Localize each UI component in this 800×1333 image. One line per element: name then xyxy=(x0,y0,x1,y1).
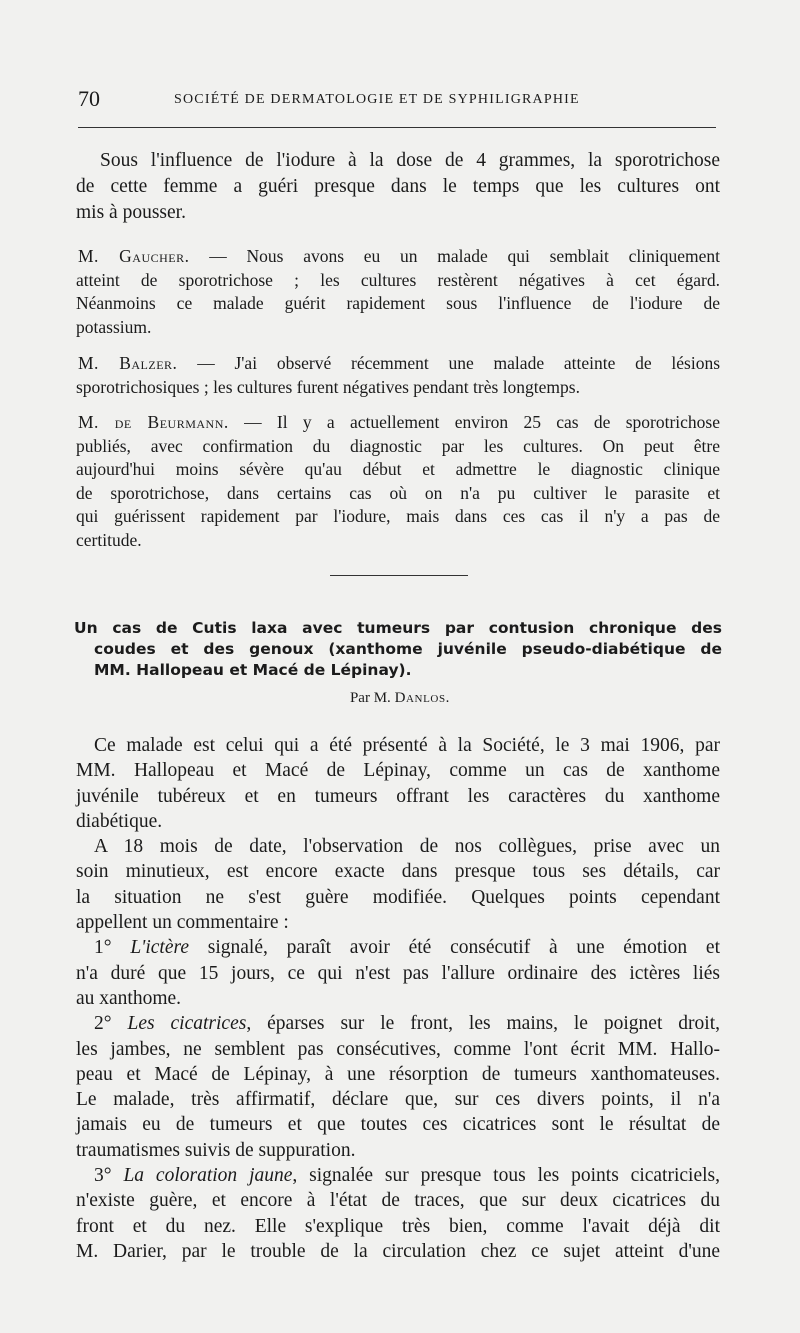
text-line: sporotrichosiques ; les cultures furent négatives pendant très longtemps. xyxy=(76,376,580,397)
text-line: les jambes, ne semblent pas consécutives, comme l'ont écrit MM. Hallo- xyxy=(76,1038,720,1060)
text-line: M. Darier, par le trouble de la circulation chez ce sujet atteint d'une xyxy=(76,1240,720,1262)
speaker-name: M. de Beurmann. xyxy=(78,412,229,432)
text-line: la situation ne s'est guère modifiée. Quelques points cependant xyxy=(76,886,720,908)
text-line: jamais eu de tumeurs et que toutes ces cicatrices sont le résultat de xyxy=(76,1114,720,1136)
text-line: Néanmoins ce malade guérit rapidement sous l'influence de l'iodure de xyxy=(76,293,720,313)
remark-gaucher xyxy=(76,245,720,339)
text-line: certitude. xyxy=(76,529,142,550)
text-line: M. de Beurmann. — Il y a actuellement environ 25 cas de sporotrichose xyxy=(78,412,721,432)
title-line: coudes et des genoux (xanthome juvénile pseudo-diabétique de xyxy=(94,640,722,658)
page-number: 70 xyxy=(78,86,100,111)
text-line: diabétique. xyxy=(76,810,163,832)
text-line: front et du nez. Elle s'explique très bien, comme l'avait déjà dit xyxy=(76,1215,720,1237)
text-line: de cette femme a guéri presque dans le temps que les cultures ont xyxy=(76,176,720,197)
text-line: de sporotrichose, dans certains cas où on n'a pu cultiver le parasite et xyxy=(76,482,720,503)
remark-beurmann xyxy=(76,411,720,552)
speaker-name: M. Balzer. xyxy=(78,353,178,373)
header-rule xyxy=(78,127,716,128)
list-item-cicatrices: 2° Les cicatrices, éparses sur le front, les mains, le poignet droit, xyxy=(94,1013,721,1035)
remark-balzer xyxy=(76,352,720,399)
text-line: Ce malade est celui qui a été présenté à la Société, le 3 mai 1906, par xyxy=(94,735,720,756)
text-line: traumatismes suivis de suppuration. xyxy=(76,1139,356,1161)
text-line: mis à pousser. xyxy=(76,202,186,223)
text-line: atteint de sporotrichose ; les cultures restèrent négatives à cet égard. xyxy=(76,269,720,290)
text-line: n'existe guère, et encore à l'état de traces, que sur deux cicatrices du xyxy=(76,1190,720,1212)
paragraph-iodure xyxy=(76,148,720,226)
text-line: publiés, avec confirmation du diagnostic par les cultures. On peut être xyxy=(76,435,720,456)
author-name: Danlos. xyxy=(394,690,451,706)
text-line: qui guérissent rapidement par l'iodure, mais dans ces cas il n'y a pas de xyxy=(76,506,720,526)
list-item-ictere: 1° L'ictère signalé, paraît avoir été consécutif à une émotion et xyxy=(94,937,721,959)
text-line: M. Gaucher. — Nous avons eu un malade qui semblait cliniquement xyxy=(78,246,721,266)
text-line: au xanthome. xyxy=(76,987,182,1009)
text-line: soin minutieux, est encore exacte dans presque tous ses détails, car xyxy=(76,861,720,883)
text-line: M. Balzer. — J'ai observé récemment une malade atteinte de lésions xyxy=(78,353,721,373)
text-line: Le malade, très affirmatif, déclare que, sur ces divers points, il n'a xyxy=(76,1089,720,1111)
list-item-coloration: 3° La coloration jaune, signalée sur presque tous les points cicatriciels, xyxy=(94,1165,720,1187)
article-author: Par M. Danlos. xyxy=(349,690,451,706)
article-body xyxy=(76,733,720,1264)
article-title xyxy=(74,618,722,681)
page-header xyxy=(78,86,718,112)
text-line: peau et Macé de Lépinay, à une résorption de tumeurs xanthomateuses. xyxy=(76,1063,720,1085)
text-line: n'a duré que 15 jours, ce qui n'est pas l'allure ordinaire des ictères liés xyxy=(76,962,720,984)
text-line: potassium. xyxy=(76,316,152,337)
text-line: appellent un commentaire : xyxy=(76,912,289,934)
title-line: MM. Hallopeau et Macé de Lépinay). xyxy=(94,661,412,679)
text-line: Sous l'influence de l'iodure à la dose de 4 grammes, la sporotrichose xyxy=(100,150,720,171)
text-line: juvénile tubéreux et en tumeurs offrant les caractères du xanthome xyxy=(76,785,720,807)
running-title: SOCIÉTÉ DE DERMATOLOGIE ET DE SYPHILIGRAPHIE xyxy=(174,92,580,107)
text-line: MM. Hallopeau et Macé de Lépinay, comme un cas de xanthome xyxy=(76,760,720,782)
text-line: A 18 mois de date, l'observation de nos collègues, prise avec un xyxy=(94,836,720,858)
title-line: Un cas de Cutis laxa avec tumeurs par contusion chronique des xyxy=(74,619,722,637)
text-line: aujourd'hui moins sévère qu'au début et admettre le diagnostic clinique xyxy=(76,459,720,479)
speaker-name: M. Gaucher. xyxy=(78,246,190,266)
section-separator xyxy=(330,575,468,576)
